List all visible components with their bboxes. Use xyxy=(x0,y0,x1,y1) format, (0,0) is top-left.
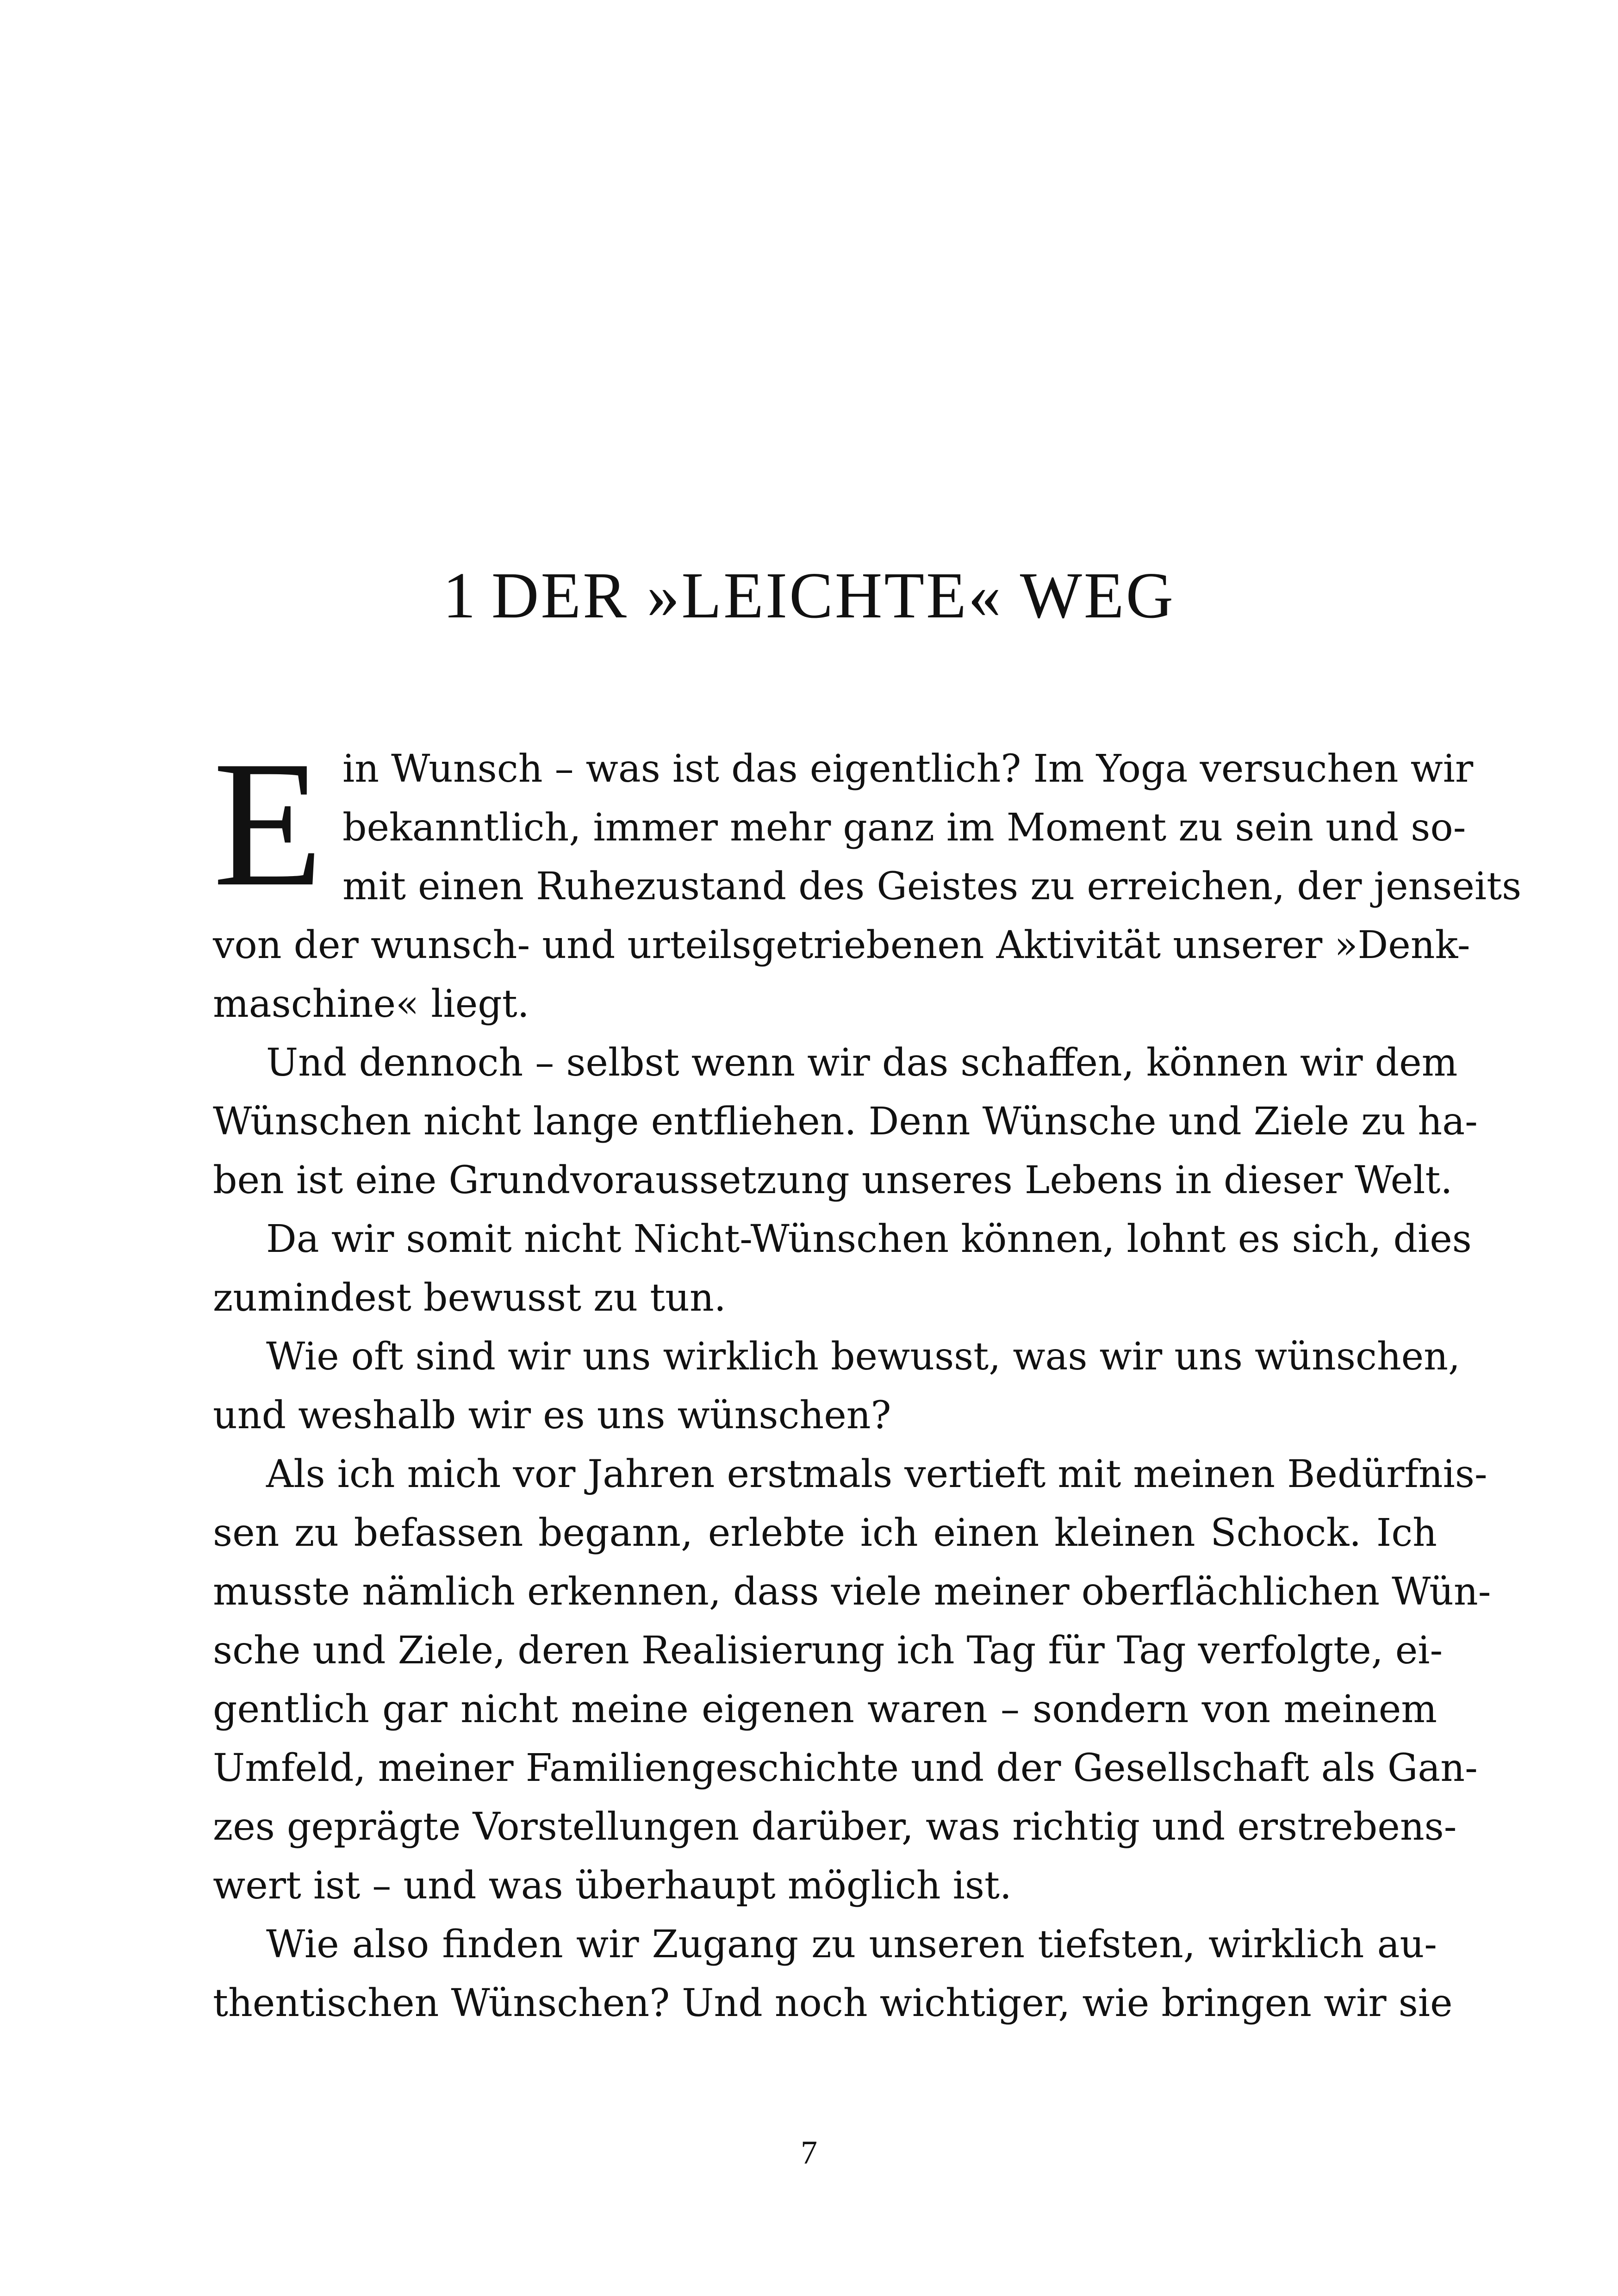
text-line: Da wir somit nicht Nicht-Wünschen können, lohnt es sich, dies xyxy=(266,1217,1472,1261)
text-line: und weshalb wir es uns wünschen? xyxy=(213,1394,891,1437)
text-line: Wie also finden wir Zugang zu unseren tiefsten, wirklich au- xyxy=(266,1923,1437,1966)
text-line: bekanntlich, immer mehr ganz im Moment zu sein und so- xyxy=(342,806,1466,850)
text-line: ben ist eine Grundvoraussetzung unseres Lebens in dieser Welt. xyxy=(213,1158,1453,1202)
text-line: in Wunsch – was ist das eigentlich? Im Yoga versuchen wir xyxy=(342,747,1474,791)
text-line: musste nämlich erkennen, dass viele meiner oberflächlichen Wün- xyxy=(213,1570,1491,1614)
text-line: zes geprägte Vorstellungen darüber, was richtig und erstrebens- xyxy=(213,1805,1457,1849)
text-line: maschine« liegt. xyxy=(213,982,529,1026)
text-line: mit einen Ruhezustand des Geistes zu erreichen, der jenseits xyxy=(342,865,1522,908)
chapter-title: DER »LEICHTE« WEG xyxy=(491,559,1176,632)
text-line: zumindest bewusst zu tun. xyxy=(213,1276,726,1320)
text-line: Als ich mich vor Jahren erstmals vertieft mit meinen Bedürfnis- xyxy=(266,1452,1487,1496)
text-line: Und dennoch – selbst wenn wir das schaffen, können wir dem xyxy=(266,1041,1458,1085)
text-line: wert ist – und was überhaupt möglich ist. xyxy=(213,1864,1012,1908)
drop-cap: E xyxy=(213,724,324,924)
text-line: Wie oft sind wir uns wirklich bewusst, was wir uns wünschen, xyxy=(266,1335,1461,1379)
page-number: 7 xyxy=(801,2134,817,2171)
chapter-heading xyxy=(0,559,1618,632)
body-text xyxy=(213,740,1522,2033)
text-line: thentischen Wünschen? Und noch wichtiger, wie bringen wir sie xyxy=(213,1981,1453,2025)
text-line: sche und Ziele, deren Realisierung ich Tag für Tag verfolgte, ei- xyxy=(213,1629,1443,1673)
text-line: gentlich gar nicht meine eigenen waren – sondern von meinem xyxy=(213,1687,1437,1731)
text-line: Umfeld, meiner Familiengeschichte und der Gesellschaft als Gan- xyxy=(213,1746,1478,1790)
text-line: sen zu befassen begann, erlebte ich einen kleinen Schock. Ich xyxy=(213,1511,1437,1555)
text-line: Wünschen nicht lange entfliehen. Denn Wünsche und Ziele zu ha- xyxy=(213,1100,1478,1144)
text-line: von der wunsch- und urteilsgetriebenen Aktivität unserer »Denk- xyxy=(213,923,1470,967)
chapter-number: 1 xyxy=(442,559,478,632)
